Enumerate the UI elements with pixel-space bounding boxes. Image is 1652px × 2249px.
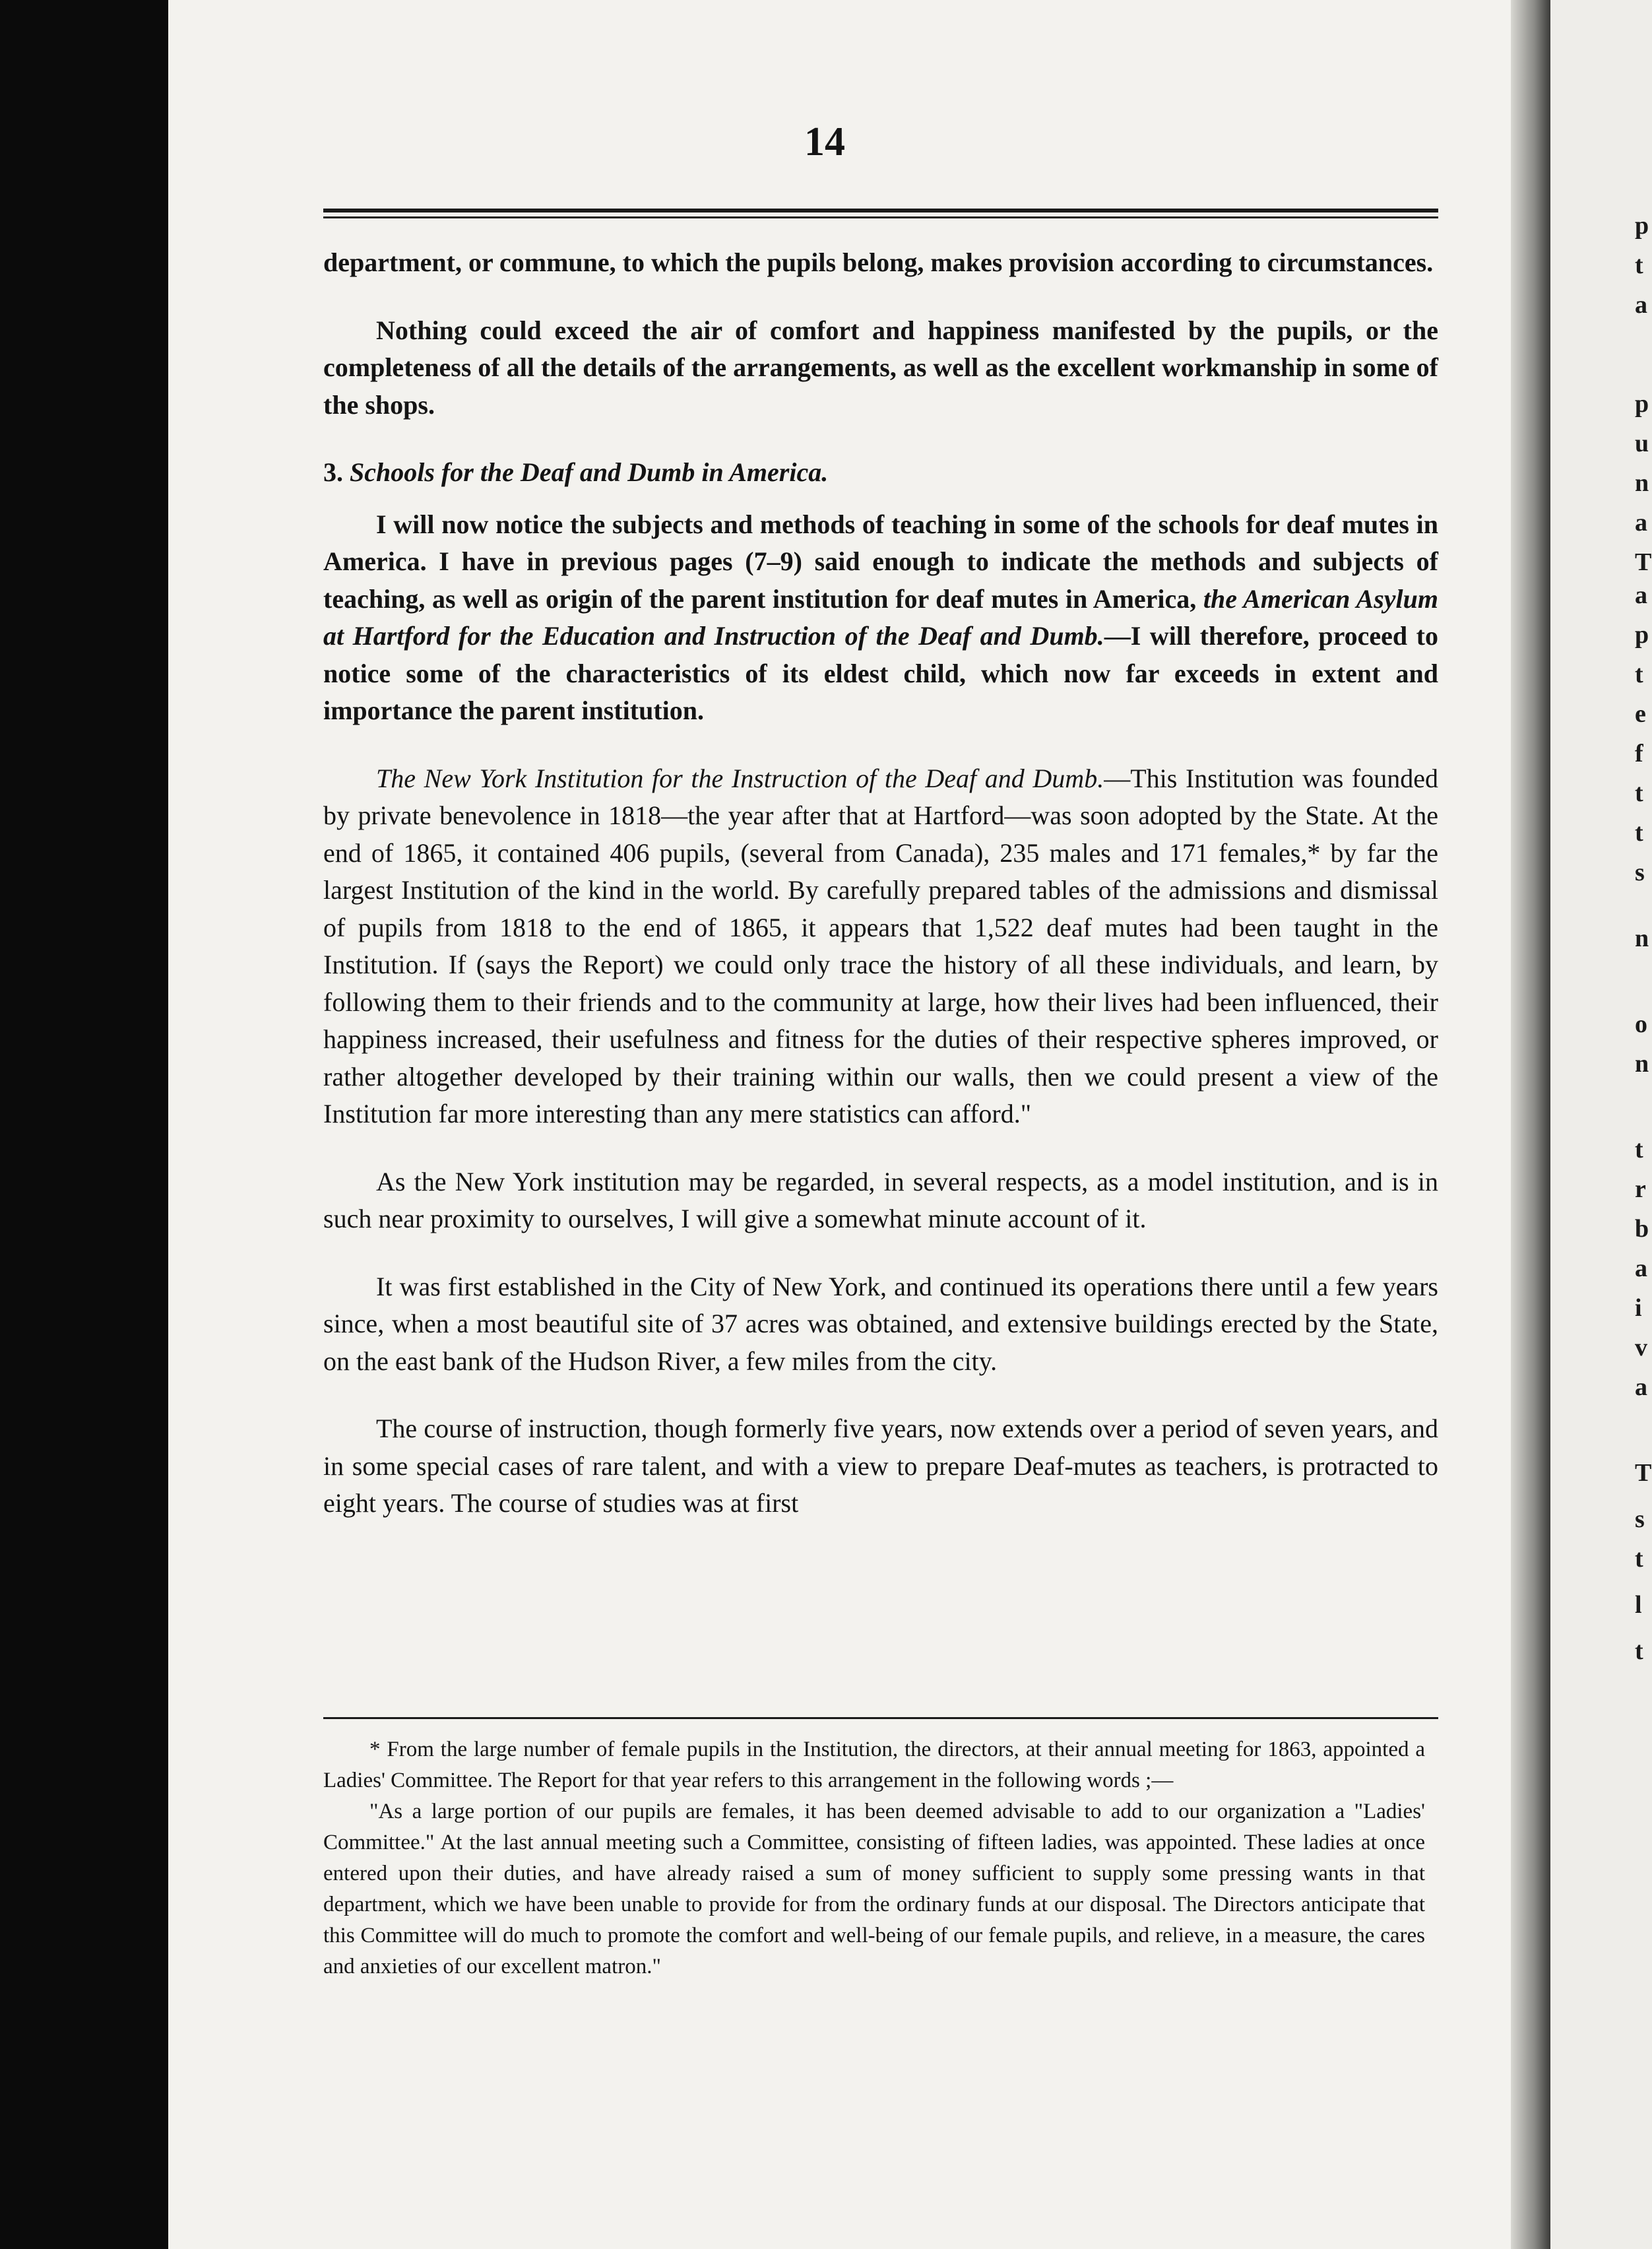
- section-number: 3.: [323, 457, 343, 487]
- header-rule-thick: [323, 209, 1438, 212]
- facing-page-letter: t: [1635, 1136, 1643, 1163]
- facing-page-letter: t: [1635, 661, 1643, 688]
- page-number: 14: [804, 119, 845, 164]
- facing-page-letter: l: [1635, 1591, 1642, 1619]
- facing-page: [1550, 0, 1652, 2249]
- footnotes: [323, 1734, 1425, 1982]
- facing-page-letter: a: [1635, 581, 1647, 609]
- paragraph-4-text: —This Institution was founded by private benevolence in 1818—the year after that at Hartford—was soon adopted by the State. At the end of 1865, it contained 406 pupils, (several from Canada), 235 males and 171 females,* by far the largest Institution of the kind in the world. By carefully prepared tables of the admissions and dismissal of pupils from 1818 to the end of 1865, it appears that 1,522 deaf mutes had been taught in the Institution. If (says the Report) we could only trace the history of all these individuals, and learn, by following them to their friends and to the community at large, how their lives had been influenced, their happiness increased, their usefulness and fitness for the duties of their respective spheres improved, or rather altogether developed by their training within our walls, then we could present a view of the Institution far more interesting than any mere statistics can afford.": [323, 763, 1438, 1128]
- facing-page-letter: n: [1635, 925, 1649, 952]
- facing-page-letter: T: [1635, 548, 1652, 576]
- facing-page-letter: a: [1635, 1255, 1647, 1282]
- header-rule-thin: [323, 216, 1438, 218]
- facing-page-letter: b: [1635, 1215, 1649, 1243]
- facing-page-letter: t: [1635, 1545, 1643, 1573]
- facing-page-letter: u: [1635, 430, 1649, 457]
- section-title: Schools for the Deaf and Dumb in America.: [350, 457, 829, 487]
- facing-page-letter: p: [1635, 212, 1649, 240]
- paragraph-7: The course of instruction, though formerly five years, now extends over a period of seven years, and in some special cases of rare talent, and with a view to prepare Deaf-mutes as teachers, is protracted to eight years. The course of studies was at first: [323, 1414, 1438, 1518]
- paragraph-4: [323, 760, 1438, 1133]
- institution-title: The New York Institution for the Instruction of the Deaf and Dumb.: [376, 763, 1104, 793]
- footnote-rule: [323, 1717, 1438, 1719]
- facing-page-letter: i: [1635, 1294, 1642, 1322]
- facing-page-letter: a: [1635, 1373, 1647, 1401]
- paragraph-2: Nothing could exceed the air of comfort and happiness manifested by the pupils, or the completeness of all the details of the arrangements, as well as the excellent workmanship in some of the shops.: [323, 315, 1438, 420]
- facing-page-letter: n: [1635, 469, 1649, 497]
- facing-page-letter: f: [1635, 740, 1643, 767]
- facing-page-letter: a: [1635, 291, 1647, 319]
- facing-page-letter: r: [1635, 1175, 1646, 1203]
- facing-page-letter: p: [1635, 621, 1649, 649]
- paragraph-5: As the New York institution may be regarded, in several respects, as a model institution, and is in such near proximity to ourselves, I will give a somewhat minute account of it.: [323, 1166, 1438, 1233]
- facing-page-letter: v: [1635, 1334, 1647, 1361]
- facing-page-letter: a: [1635, 509, 1647, 537]
- paragraph-3-text-end: —I will therefore, proceed to notice some of the characteristics of its eldest child, which now far exceeds in extent and importance the parent institution.: [323, 621, 1439, 725]
- facing-page-letter: s: [1635, 859, 1645, 886]
- page-gutter: [1511, 0, 1550, 2249]
- facing-page-letter: t: [1635, 1637, 1643, 1665]
- paragraph-3-text: I will now notice the subjects and methods of teaching in some of the schools for deaf mutes in America. I have in previous pages (7–9) said enough to indicate the methods and subjects of teaching, as well as origin of the parent institution for deaf mutes in America,: [323, 509, 1438, 614]
- body-text: [323, 244, 1438, 1553]
- facing-page-letter: n: [1635, 1050, 1649, 1078]
- facing-page-letter: t: [1635, 819, 1643, 847]
- facing-page-letter: p: [1635, 390, 1649, 418]
- facing-page-letter: s: [1635, 1505, 1645, 1533]
- footnote-1: * From the large number of female pupils in the Institution, the directors, at their annual meeting for 1863, appointed a Ladies' Committee. The Report for that year refers to this arrangement in the following words ;—: [323, 1738, 1425, 1792]
- section-heading: [323, 454, 1438, 492]
- paragraph-1: department, or commune, to which the pupils belong, makes provision according to circumstances.: [323, 247, 1434, 277]
- paragraph-6: It was first established in the City of New York, and continued its operations there until a few years since, when a most beautiful site of 37 acres was obtained, and extensive buildings erected by the State, on the east bank of the Hudson River, a few miles from the city.: [323, 1271, 1438, 1376]
- facing-page-letter: t: [1635, 779, 1643, 807]
- paragraph-3-italic-title: the American Asylum at Hartford for the Education and Instruction of the Deaf and Dumb.: [323, 583, 1439, 651]
- footnote-2: "As a large portion of our pupils are females, it has been deemed advisable to add to our organization a "Ladies' Committee." At the last annual meeting such a Committee, consisting of fifteen ladies, was appointed. These ladies at once entered upon their duties, and have already raised a sum of money sufficient to supply some pressing wants in that department, which we have been unable to provide for from the ordinary funds at our disposal. The Directors anticipate that this Committee will do much to promote the comfort and well-being of our female pupils, and relieve, in a measure, the cares and anxieties of our excellent matron.": [323, 1800, 1425, 1978]
- facing-page-letter: T: [1635, 1459, 1652, 1487]
- facing-page-letter: o: [1635, 1010, 1647, 1038]
- paragraph-3: [323, 506, 1438, 730]
- facing-page-letter: t: [1635, 251, 1643, 279]
- facing-page-letter: e: [1635, 700, 1646, 728]
